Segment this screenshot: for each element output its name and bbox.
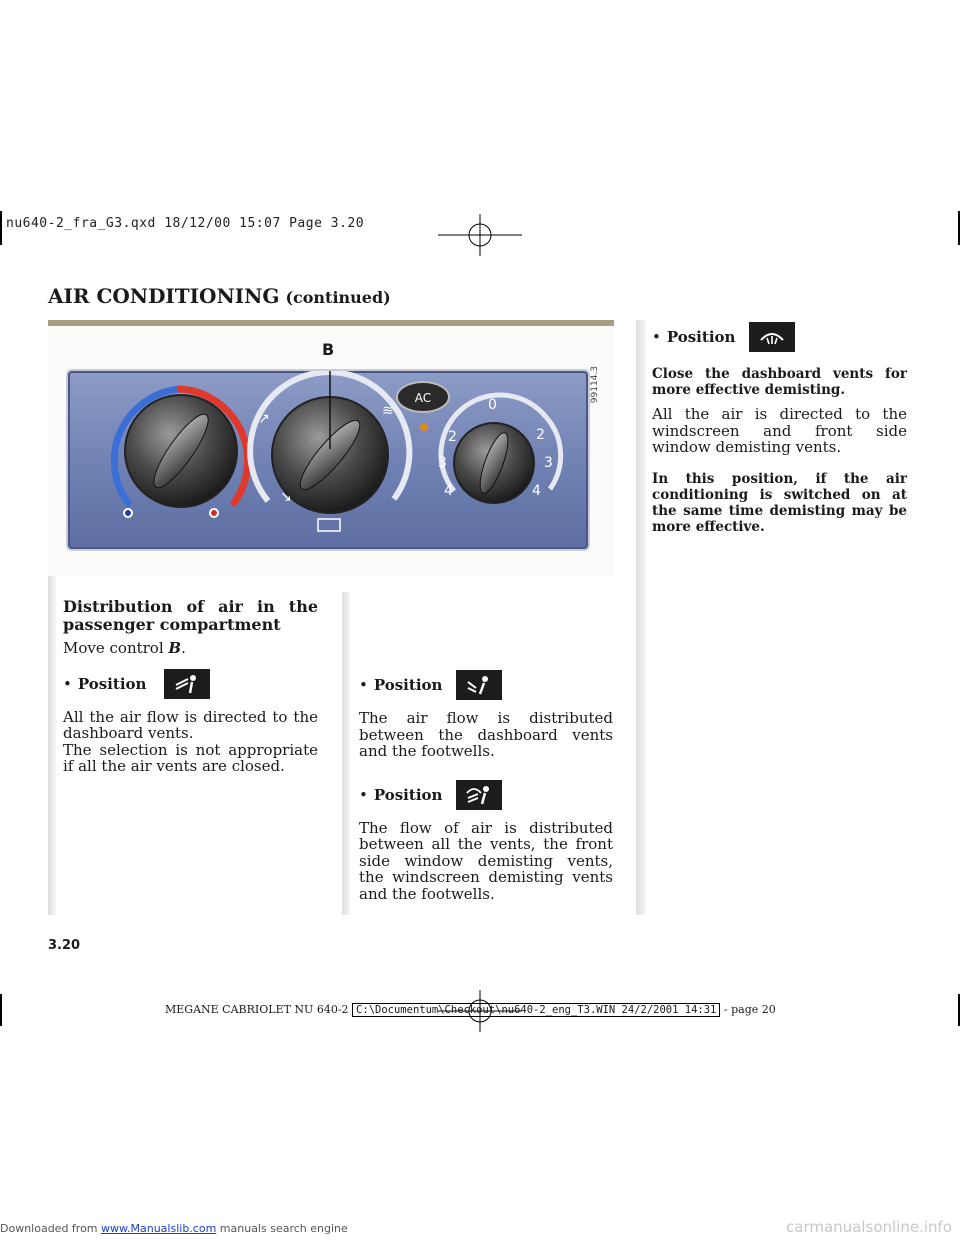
selection-note-text: The selection is not appropriate if all the air vents are closed. bbox=[63, 740, 318, 775]
file-header: nu640-2_fra_G3.qxd 18/12/00 15:07 Page 3.20 bbox=[6, 216, 365, 231]
vents-and-footwells-icon bbox=[456, 670, 502, 700]
right-column bbox=[652, 322, 907, 535]
move-control-text: Move control B. bbox=[63, 639, 186, 657]
footer-page: - page 20 bbox=[723, 1003, 776, 1016]
vents-footwells-text: The air flow is distributed between the dashboard vents and the footwells. bbox=[359, 709, 613, 760]
windscreen-demist-icon bbox=[749, 322, 795, 352]
windscreen-text: All the air is directed to the windscreen and front side window demisting vents. bbox=[652, 405, 907, 456]
position-label: Position bbox=[373, 676, 443, 694]
demisting-note: Close the dashboard vents for more effective demisting. bbox=[652, 366, 907, 398]
position-label: Position bbox=[77, 674, 147, 693]
fan-speed-3-left: 3 bbox=[438, 455, 447, 471]
svg-text:↘: ↘ bbox=[280, 489, 292, 505]
bullet: • bbox=[359, 785, 368, 804]
position-dashboard-row bbox=[63, 669, 318, 699]
footer-model: MEGANE CABRIOLET NU 640-2 bbox=[165, 1003, 349, 1016]
dashboard-vents-icon bbox=[164, 669, 210, 699]
download-attribution: Downloaded from www.Manualslib.com manuals search engine bbox=[0, 1222, 348, 1235]
fan-speed-0: 0 bbox=[488, 397, 497, 413]
fan-speed-2-right: 2 bbox=[536, 427, 545, 443]
all-vents-demist-icon bbox=[456, 780, 502, 810]
manualslib-link[interactable]: www.Manualslib.com bbox=[101, 1222, 217, 1235]
section-title bbox=[48, 284, 391, 308]
svg-text:↗: ↗ bbox=[258, 411, 270, 427]
section-title-text: AIR CONDITIONING bbox=[48, 284, 280, 308]
heater-controls-illustration bbox=[68, 371, 588, 549]
dashboard-vents-text: All the air flow is directed to the dashboard vents. bbox=[63, 707, 318, 742]
bullet: • bbox=[63, 674, 72, 693]
ac-button-label: AC bbox=[414, 391, 432, 405]
figure-reference-code: 99114.3 bbox=[590, 366, 600, 404]
ac-indicator-light bbox=[420, 423, 428, 431]
footer bbox=[165, 1003, 776, 1016]
fan-speed-3-right: 3 bbox=[544, 455, 553, 471]
bullet: • bbox=[359, 676, 368, 694]
crop-mark-left bbox=[0, 211, 2, 245]
position-label: Position bbox=[666, 328, 736, 346]
crop-mark-left-bottom bbox=[0, 994, 2, 1026]
middle-column bbox=[359, 670, 613, 902]
control-b-ref: B bbox=[168, 639, 182, 657]
left-column bbox=[63, 598, 318, 775]
position-label: Position bbox=[373, 785, 443, 804]
position-all-vents-row bbox=[359, 780, 613, 810]
air-conditioning-note: In this position, if the air conditioning is switched on at the same time demisting may be more effective. bbox=[652, 470, 907, 535]
bullet: • bbox=[652, 328, 661, 346]
svg-text:≋: ≋ bbox=[382, 403, 394, 419]
middle-column-bar bbox=[342, 592, 350, 915]
watermark: carmanualsonline.info bbox=[786, 1218, 952, 1236]
section-continued: (continued) bbox=[285, 288, 391, 307]
fan-speed-4-right: 4 bbox=[532, 483, 541, 499]
position-windscreen-row bbox=[652, 322, 907, 352]
registration-mark-top bbox=[438, 214, 522, 256]
position-vents-footwells-row bbox=[359, 670, 613, 700]
footer-path: C:\Documentum\Checkout\nu640-2_eng_T3.WIN 24/2/2001 14:31 bbox=[352, 1003, 720, 1017]
fan-speed-2-left: 2 bbox=[448, 429, 457, 445]
all-vents-text: The flow of air is distributed between all the vents, the front side window demisting vents, the windscreen demisting vents and the footwells. bbox=[359, 818, 613, 903]
fan-speed-4-left: 4 bbox=[444, 483, 453, 499]
right-column-bar bbox=[636, 320, 646, 915]
left-column-bar bbox=[48, 575, 56, 915]
page-number: 3.20 bbox=[48, 938, 81, 953]
distribution-heading: Distribution of air in the passenger compartment bbox=[63, 597, 318, 634]
label-b: B bbox=[322, 340, 335, 359]
